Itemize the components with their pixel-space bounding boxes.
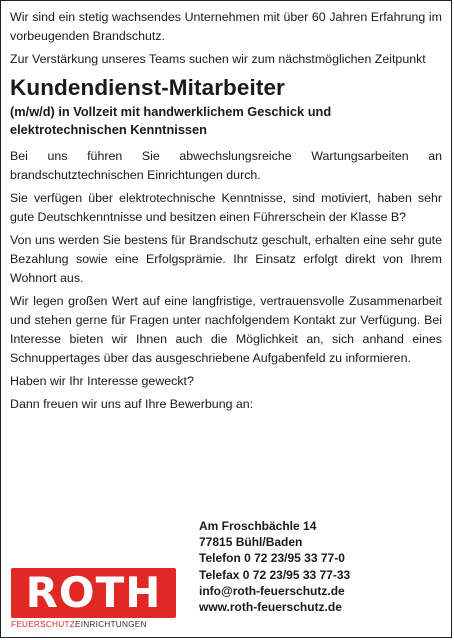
roth-logo <box>11 568 176 630</box>
body-paragraph-4: Wir legen großen Wert auf eine langfristige, vertrauensvolle Zusammenarbeit und stehen gerne für Fragen unter nachfolgendem Kontakt zur Verfügung. Bei Interesse bieten wir Ihnen auch die Möglichkeit an, sich anhand eines Schnuppertages über das ausgeschriebene Aufgabenfeld zu informieren. <box>10 294 442 365</box>
contact-email-link[interactable]: info@roth-feuerschutz.de <box>199 583 345 598</box>
body-paragraph-1: Bei uns führen Sie abwechslungsreiche Wartungsarbeiten an brandschutztechnischen Einrichtungen durch. <box>10 149 442 182</box>
logo-subline <box>11 619 176 630</box>
body-paragraph-3: Von uns werden Sie bestens für Brandschutz geschult, erhalten eine sehr gute Bezahlung sowie eine Erfolgsprämie. Ihr Einsatz erfolgt direkt von Ihrem Wohnort aus. <box>10 233 442 285</box>
logo-wordmark: ROTH <box>25 568 162 617</box>
contact-block <box>199 518 350 615</box>
contact-city: 77815 Bühl/Baden <box>199 535 303 550</box>
closing-line: Dann freuen wir uns auf Ihre Bewerbung an: <box>10 397 254 411</box>
contact-fax: Telefax 0 72 23/95 33 77-33 <box>199 567 351 582</box>
closing-question: Haben wir Ihr Interesse geweckt? <box>10 374 194 388</box>
contact-phone: Telefon 0 72 23/95 33 77-0 <box>199 551 345 566</box>
job-subtitle: (m/w/d) in Vollzeit mit handwerklichem Geschick und elektrotechnischen Kenntnissen <box>10 104 332 137</box>
contact-web-link[interactable]: www.roth-feuerschutz.de <box>199 600 342 615</box>
contact-street: Am Froschbächle 14 <box>199 519 317 533</box>
job-title: Kundendienst-Mitarbeiter <box>10 75 285 100</box>
intro-paragraph-2: Zur Verstärkung unseres Teams suchen wir zum nächstmöglichen Zeitpunkt <box>10 52 426 66</box>
logo-sub-red: FEUERSCHUTZ <box>11 619 75 629</box>
logo-sub-dark: EINRICHTUNGEN <box>74 619 147 629</box>
body-paragraph-2: Sie verfügen über elektrotechnische Kenntnisse, sind motiviert, haben sehr gute Deutschkenntnisse und besitzen einen Führerschein der Klasse B? <box>10 191 442 224</box>
ad-content <box>10 8 442 414</box>
intro-paragraph: Wir sind ein stetig wachsendes Unternehmen mit über 60 Jahren Erfahrung im vorbeugenden Brandschutz. <box>10 10 442 43</box>
